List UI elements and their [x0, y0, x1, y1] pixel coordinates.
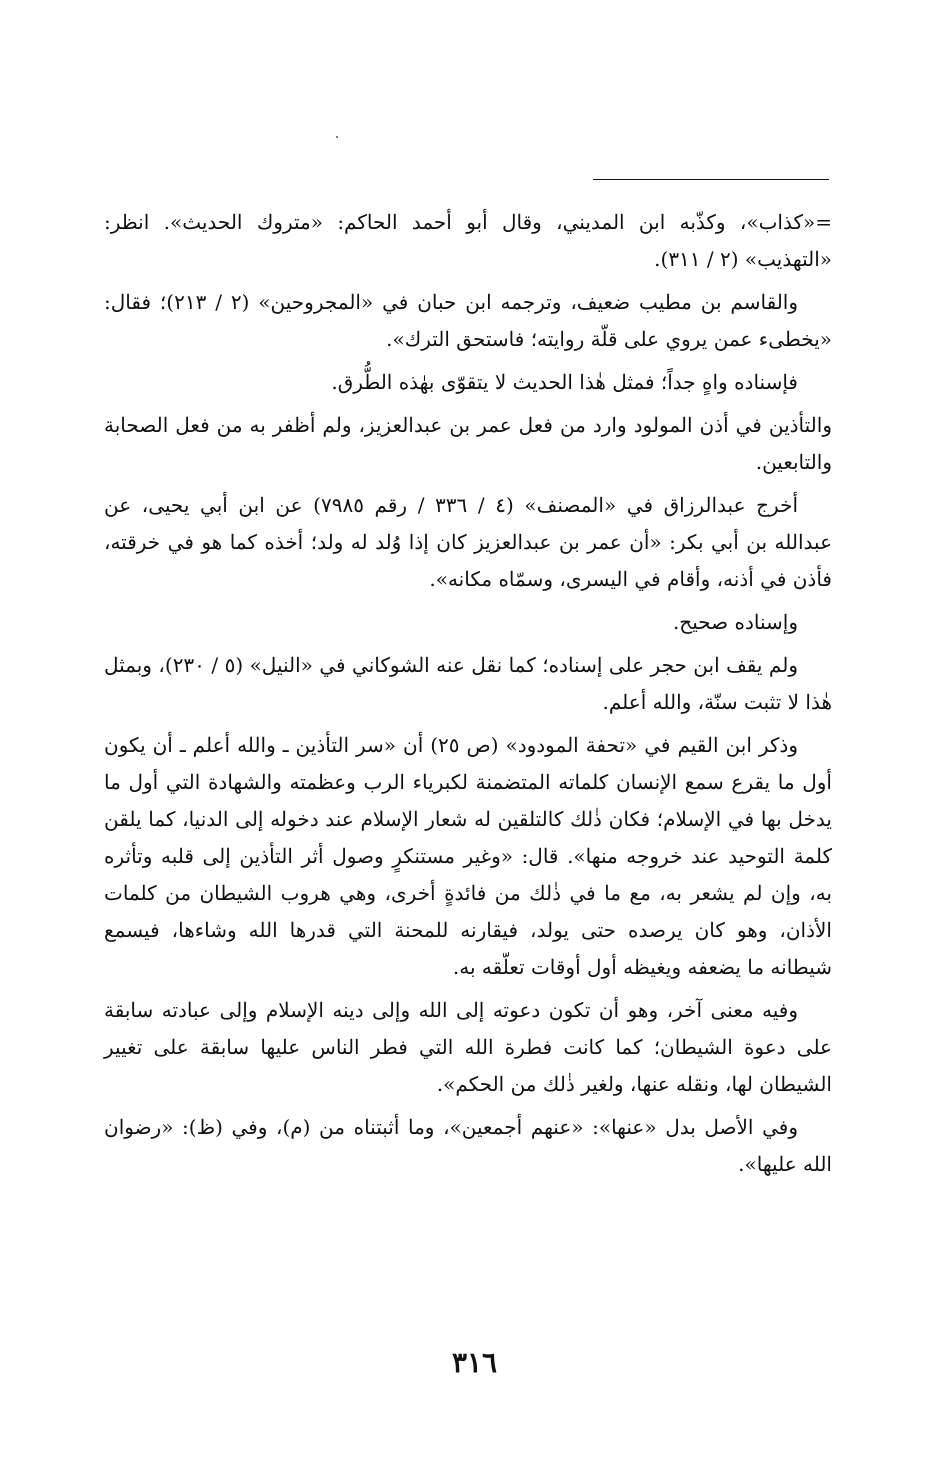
page-number: ٣١٦ — [451, 1346, 498, 1379]
footnote-paragraph: والتأذين في أذن المولود وارد من فعل عمر بن عبدالعزيز، ولم أظفر به من فعل الصحابة والتابعين. — [104, 413, 832, 474]
footnote-paragraph: والقاسم بن مطيب ضعيف، وترجمه ابن حبان في «المجروحين» (٢ / ٢١٣)؛ فقال: «يخطىء عمن يروي على قلّة روايته؛ فاستحق الترك». — [104, 290, 832, 351]
footnote-separator — [593, 179, 829, 180]
footnote-paragraph: وفيه معنى آخر، وهو أن تكون دعوته إلى الله وإلى دينه الإسلام وإلى عبادته سابقة على دعوة الشيطان؛ كما كانت فطرة الله التي فطر الناس عليها سابقة على تغيير الشيطان لها، ونقله عنها، ولغير ذٰلك من الحكم». — [104, 998, 832, 1096]
stray-mark — [336, 136, 338, 138]
footnote-paragraph: أخرج عبدالرزاق في «المصنف» (٤ / ٣٣٦ / رقم ٧٩٨٥) عن ابن أبي يحيى، عن عبدالله بن أبي بكر: «أن عمر بن عبدالعزيز كان إذا وُلد له ولد؛ أخذه كما هو في خرقته، فأذن في أذنه، وأقام في اليسرى، وسمّاه مكانه». — [104, 493, 832, 591]
footnote-paragraph: وإسناده صحيح. — [672, 610, 798, 634]
footnote-paragraph: فإسناده واهٍ جداً؛ فمثل هٰذا الحديث لا يتقوّى بهٰذه الطُّرق. — [331, 370, 798, 394]
footnote-paragraph: ولم يقف ابن حجر على إسناده؛ كما نقل عنه الشوكاني في «النيل» (٥ / ٢٣٠)، وبمثل هٰذا لا تثبت سنّة، والله أعلم. — [104, 653, 832, 714]
footnotes-block — [104, 204, 832, 1189]
footnote-paragraph: وفي الأصل بدل «عنها»: «عنهم أجمعين»، وما أثبتناه من (م)، وفي (ظ): «رضوان الله عليها». — [104, 1115, 832, 1176]
footnote-paragraph: وذكر ابن القيم في «تحفة المودود» (ص ٢٥) أن «سر التأذين ـ والله أعلم ـ أن يكون أول ما يقرع سمع الإنسان كلماته المتضمنة لكبرياء الرب وعظمته والشهادة التي أول ما يدخل بها في الإسلام؛ فكان ذٰلك كالتلقين له شعار الإسلام عند دخوله إلى الدنيا، كما يلقن كلمة التوحيد عند خروجه منها». قال: «وغير مستنكرٍ وصول أثر التأذين إلى قلبه وتأثره به، وإن لم يشعر به، مع ما في ذٰلك من فائدةٍ أخرى، وهي هروب الشيطان من كلمات الأذان، وهو كان يرصده حتى يولد، فيقارنه للمحنة التي قدرها الله وشاءها، فيسمع شيطانه ما يضعفه ويغيظه أول أوقات تعلّقه به. — [104, 733, 832, 979]
footnote-paragraph: =«كذاب»، وكذّبه ابن المديني، وقال أبو أحمد الحاكم: «متروك الحديث». انظر: «التهذيب» (٢ / ٣١١). — [104, 210, 832, 271]
